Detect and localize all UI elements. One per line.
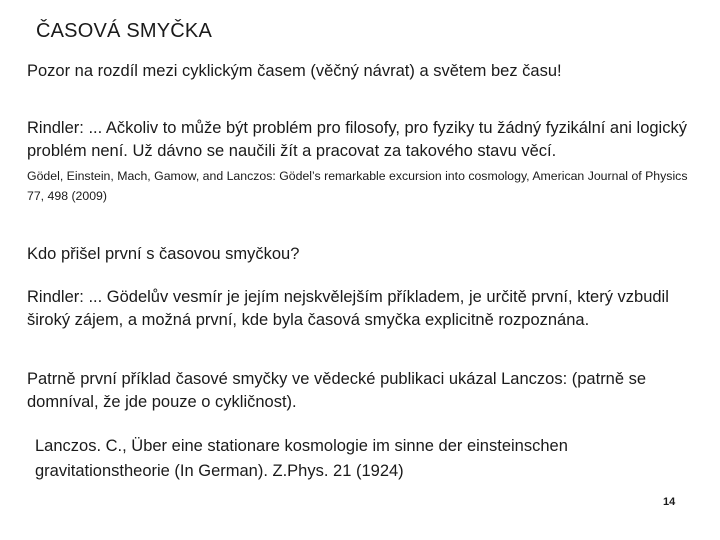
page-number: 14 bbox=[663, 496, 676, 508]
slide-title: ČASOVÁ SMYČKA bbox=[36, 20, 212, 42]
rindler-quote-1: Rindler: ... Ačkoliv to může být problém pro filosofy, pro fyziky tu žádný fyzikální ani logický problém není. Už dávno se naučili žít a pracovat za takového stavu věcí. bbox=[27, 119, 687, 160]
lanczos-note: Patrně první příklad časové smyčky ve vědecké publikaci ukázal Lanczos: (patrně se domníval, že jde pouze o cykličnost). bbox=[27, 370, 647, 411]
reference-2: Lanczos. C., Über eine stationare kosmologie im sinne der einsteinschen gravitationstheorie (In German). Z.Phys. 21 (1924) bbox=[35, 437, 568, 480]
rindler-quote-2: Rindler: ... Gödelův vesmír je jejím nejskvělejším příkladem, je určitě první, který vzbudil široký zájem, a možná první, kde byla časová smyčka explicitně rozpoznána. bbox=[27, 288, 669, 329]
question-text: Kdo přišel první s časovou smyčkou? bbox=[27, 245, 300, 263]
reference-1: Gödel, Einstein, Mach, Gamow, and Lanczos: Gödel’s remarkable excursion into cosmology, American Journal of Physics 77, 498 (2009) bbox=[27, 169, 688, 203]
intro-text: Pozor na rozdíl mezi cyklickým časem (věčný návrat) a světem bez času! bbox=[27, 62, 562, 80]
